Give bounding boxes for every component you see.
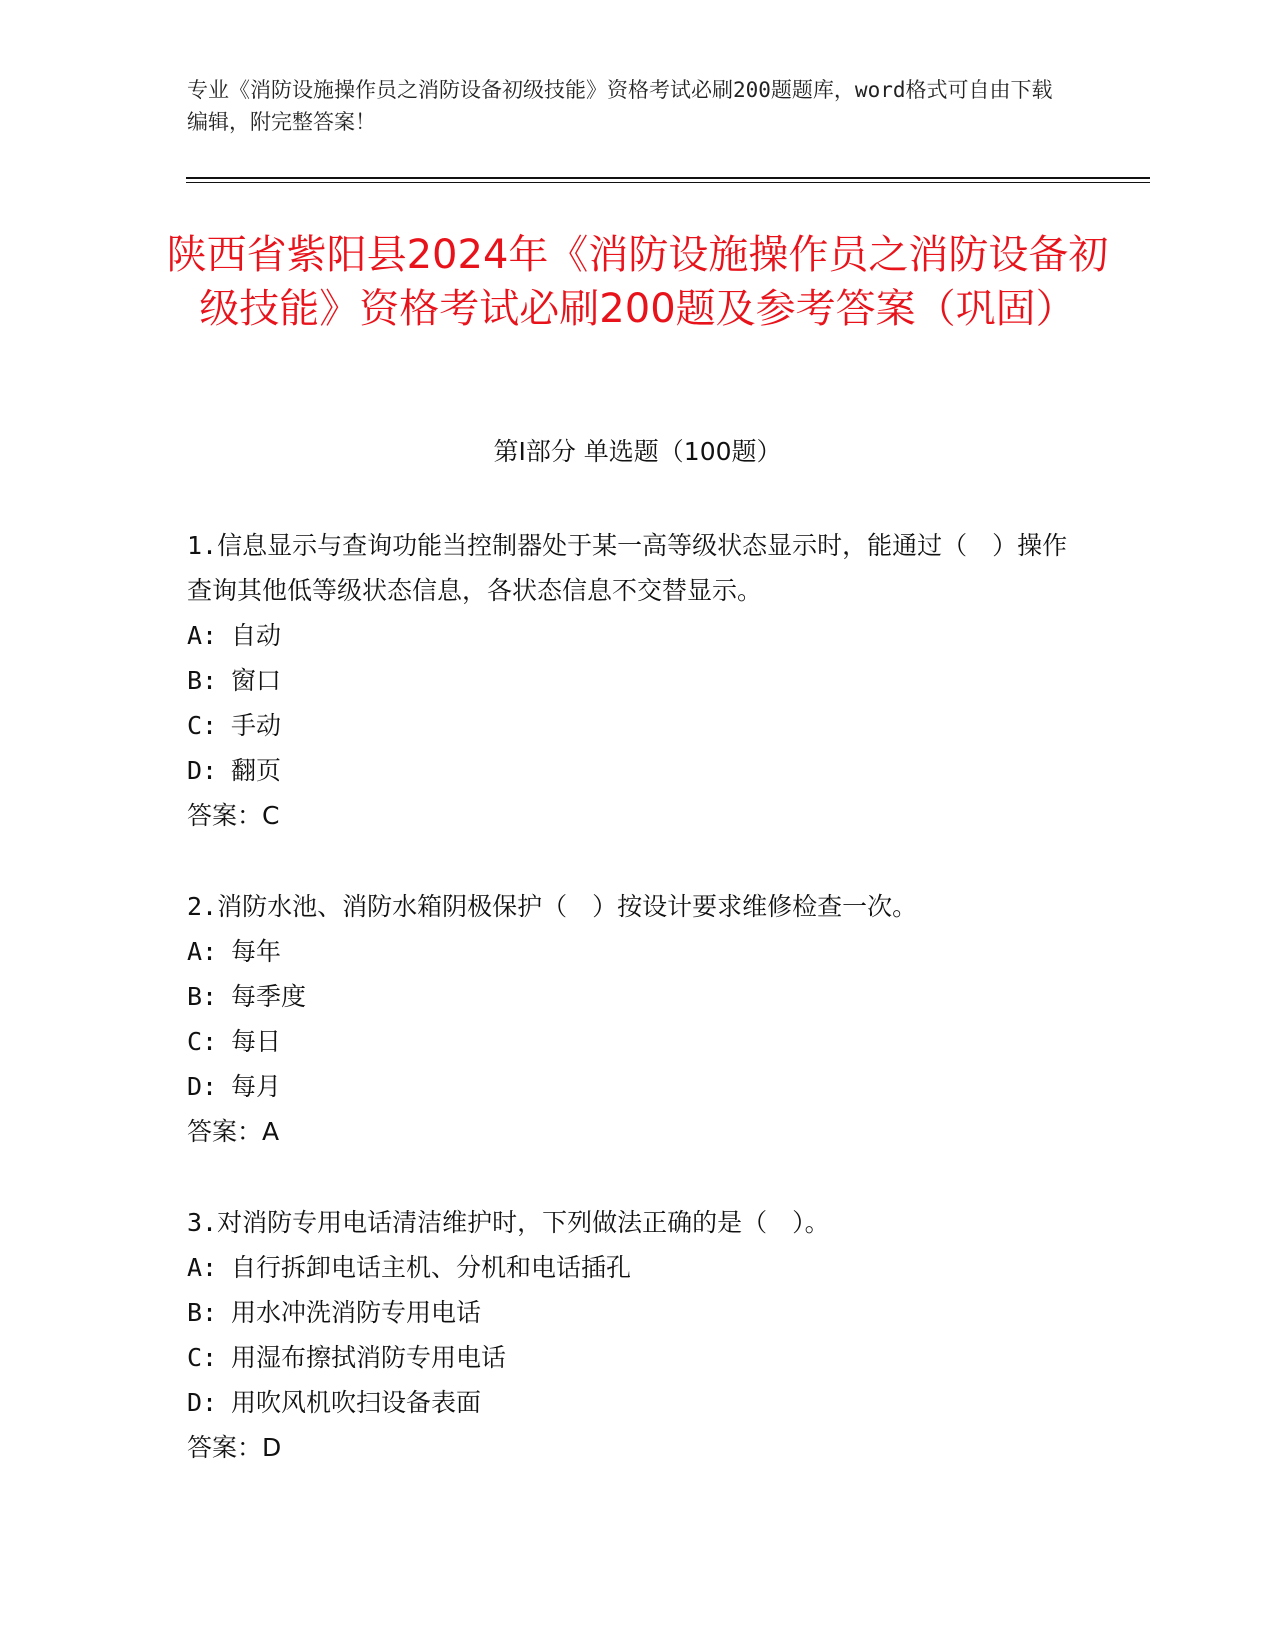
option-b — [187, 1290, 1077, 1335]
answer-line — [187, 1425, 1077, 1470]
option-key: A: — [187, 621, 218, 650]
option-d — [187, 1380, 1077, 1425]
option-text: 每月 — [231, 1072, 282, 1101]
option-c — [187, 703, 1077, 748]
question-2 — [187, 884, 1077, 1154]
option-key: C: — [187, 711, 218, 740]
question-3 — [187, 1200, 1077, 1470]
option-key: D: — [187, 1388, 218, 1417]
option-b — [187, 658, 1077, 703]
option-d — [187, 1064, 1077, 1109]
option-text: 用水冲洗消防专用电话 — [231, 1298, 482, 1327]
option-text: 自行拆卸电话主机、分机和电话插孔 — [231, 1253, 632, 1282]
option-key: D: — [187, 1072, 218, 1101]
option-c — [187, 1335, 1077, 1380]
option-key: D: — [187, 756, 218, 785]
option-d — [187, 748, 1077, 793]
answer-value: D — [262, 1433, 282, 1462]
option-a — [187, 1245, 1077, 1290]
option-text: 用湿布擦拭消防专用电话 — [231, 1343, 507, 1372]
option-c — [187, 1019, 1077, 1064]
answer-line — [187, 1109, 1077, 1154]
document-title: 陕西省紫阳县2024年《消防设施操作员之消防设备初级技能》资格考试必刷200题及参考答案（巩固） — [166, 232, 1109, 332]
option-text: 每日 — [231, 1027, 282, 1056]
option-key: B: — [187, 982, 218, 1011]
option-b — [187, 974, 1077, 1019]
option-key: C: — [187, 1343, 218, 1372]
option-text: 窗口 — [231, 666, 282, 695]
option-text: 每季度 — [231, 982, 307, 1011]
option-key: C: — [187, 1027, 218, 1056]
option-text: 用吹风机吹扫设备表面 — [231, 1388, 482, 1417]
answer-value: A — [262, 1117, 280, 1146]
option-text: 每年 — [231, 937, 282, 966]
option-text: 翻页 — [231, 756, 282, 785]
header-rule-thick — [186, 177, 1150, 179]
answer-label: 答案： — [187, 1433, 263, 1462]
question-stem: 2.消防水池、消防水箱阴极保护（ ）按设计要求维修检查一次。 — [187, 892, 918, 921]
answer-value: C — [262, 801, 280, 830]
answer-label: 答案： — [187, 1117, 263, 1146]
answer-label: 答案： — [187, 801, 263, 830]
header-note: 专业《消防设施操作员之消防设备初级技能》资格考试必刷200题题库，word格式可自由下载编辑，附完整答案！ — [187, 78, 1053, 134]
question-1 — [187, 523, 1077, 838]
option-text: 自动 — [231, 621, 282, 650]
option-a — [187, 929, 1077, 974]
question-stem: 1.信息显示与查询功能当控制器处于某一高等级状态显示时，能通过（ ）操作查询其他低等级状态信息，各状态信息不交替显示。 — [187, 531, 1068, 605]
option-key: B: — [187, 1298, 218, 1327]
option-key: A: — [187, 937, 218, 966]
header-rule-thin — [186, 182, 1150, 183]
option-key: A: — [187, 1253, 218, 1282]
option-key: B: — [187, 666, 218, 695]
question-stem: 3.对消防专用电话清洁维护时，下列做法正确的是（ ）。 — [187, 1208, 830, 1237]
option-a — [187, 613, 1077, 658]
section-heading: 第I部分 单选题（100题） — [493, 437, 782, 466]
answer-line — [187, 793, 1077, 838]
option-text: 手动 — [231, 711, 282, 740]
